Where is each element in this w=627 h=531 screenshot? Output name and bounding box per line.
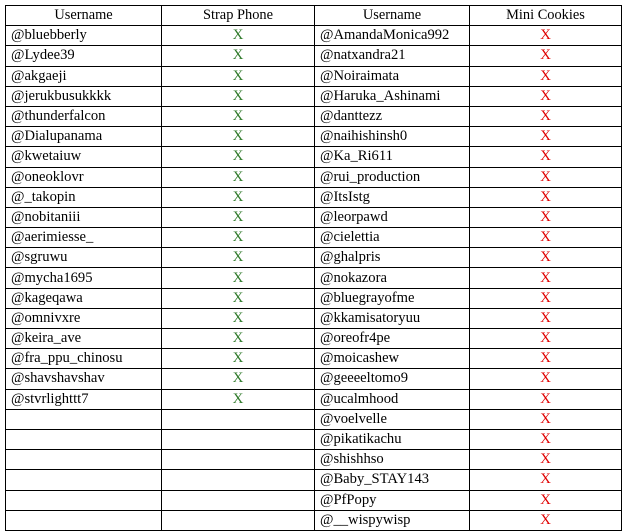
mini-cookies-mark: X — [470, 207, 622, 227]
cookie-username-cell: @moicashew — [315, 349, 470, 369]
table-row — [6, 510, 622, 530]
mini-cookies-mark: X — [470, 389, 622, 409]
mini-cookies-mark: X — [470, 26, 622, 46]
cookie-username-cell: @cielettia — [315, 228, 470, 248]
table-row — [6, 228, 622, 248]
strap-phone-mark — [162, 450, 315, 470]
strap-phone-mark: X — [162, 369, 315, 389]
strap-phone-mark — [162, 409, 315, 429]
strap-username-cell — [6, 450, 162, 470]
strap-username-cell: @Lydee39 — [6, 46, 162, 66]
strap-phone-mark: X — [162, 66, 315, 86]
mini-cookies-mark: X — [470, 409, 622, 429]
cookie-username-cell: @ItsIstg — [315, 187, 470, 207]
cookie-username-cell: @Ka_Ri611 — [315, 147, 470, 167]
cookie-username-cell: @naihishinsh0 — [315, 127, 470, 147]
cookie-username-cell: @ghalpris — [315, 248, 470, 268]
mini-cookies-mark: X — [470, 510, 622, 530]
cookie-username-cell: @oreofr4pe — [315, 329, 470, 349]
cookie-username-cell: @rui_production — [315, 167, 470, 187]
table-row — [6, 308, 622, 328]
mini-cookies-mark: X — [470, 268, 622, 288]
strap-phone-mark: X — [162, 26, 315, 46]
strap-phone-mark: X — [162, 268, 315, 288]
table-row — [6, 147, 622, 167]
table-row — [6, 329, 622, 349]
mini-cookies-mark: X — [470, 106, 622, 126]
table-row — [6, 409, 622, 429]
strap-username-cell: @akgaeji — [6, 66, 162, 86]
strap-phone-mark: X — [162, 228, 315, 248]
mini-cookies-mark: X — [470, 248, 622, 268]
mini-cookies-mark: X — [470, 429, 622, 449]
cookie-username-cell: @natxandra21 — [315, 46, 470, 66]
strap-phone-mark: X — [162, 127, 315, 147]
mini-cookies-mark: X — [470, 66, 622, 86]
strap-phone-mark — [162, 510, 315, 530]
cookie-username-cell: @__wispywisp — [315, 510, 470, 530]
table-row — [6, 66, 622, 86]
strap-username-cell — [6, 470, 162, 490]
mini-cookies-mark: X — [470, 288, 622, 308]
cookie-username-cell: @nokazora — [315, 268, 470, 288]
strap-phone-mark: X — [162, 288, 315, 308]
cookie-username-cell: @bluegrayofme — [315, 288, 470, 308]
mini-cookies-mark: X — [470, 450, 622, 470]
strap-username-cell: @Dialupanama — [6, 127, 162, 147]
strap-username-cell: @kageqawa — [6, 288, 162, 308]
cookie-username-cell: @Noiraimata — [315, 66, 470, 86]
cookie-username-cell: @Haruka_Ashinami — [315, 86, 470, 106]
table-row — [6, 490, 622, 510]
strap-phone-mark: X — [162, 248, 315, 268]
strap-phone-mark: X — [162, 389, 315, 409]
strap-username-cell: @fra_ppu_chinosu — [6, 349, 162, 369]
strap-username-cell: @omnivxre — [6, 308, 162, 328]
mini-cookies-mark: X — [470, 127, 622, 147]
mini-cookies-mark: X — [470, 187, 622, 207]
mini-cookies-mark: X — [470, 46, 622, 66]
header-username-strap: Username — [6, 6, 162, 26]
strap-phone-mark: X — [162, 167, 315, 187]
mini-cookies-mark: X — [470, 470, 622, 490]
cookie-username-cell: @AmandaMonica992 — [315, 26, 470, 46]
mini-cookies-mark: X — [470, 369, 622, 389]
table-row — [6, 450, 622, 470]
cookie-username-cell: @leorpawd — [315, 207, 470, 227]
table-row — [6, 46, 622, 66]
cookie-username-cell: @geeeeltomo9 — [315, 369, 470, 389]
strap-username-cell — [6, 490, 162, 510]
table-row — [6, 127, 622, 147]
cookie-username-cell: @voelvelle — [315, 409, 470, 429]
table-row — [6, 470, 622, 490]
cookie-username-cell: @Baby_STAY143 — [315, 470, 470, 490]
mini-cookies-mark: X — [470, 228, 622, 248]
strap-phone-mark — [162, 470, 315, 490]
header-username-cookies: Username — [315, 6, 470, 26]
strap-username-cell: @sgruwu — [6, 248, 162, 268]
mini-cookies-mark: X — [470, 147, 622, 167]
order-table — [5, 5, 622, 531]
strap-username-cell: @keira_ave — [6, 329, 162, 349]
table-row — [6, 167, 622, 187]
table-row — [6, 429, 622, 449]
table-body — [6, 26, 622, 531]
strap-username-cell: @oneoklovr — [6, 167, 162, 187]
strap-phone-mark: X — [162, 187, 315, 207]
cookie-username-cell: @PfPopy — [315, 490, 470, 510]
strap-username-cell: @aerimiesse_ — [6, 228, 162, 248]
strap-username-cell: @thunderfalcon — [6, 106, 162, 126]
strap-phone-mark: X — [162, 86, 315, 106]
strap-username-cell: @jerukbusukkkk — [6, 86, 162, 106]
table-row — [6, 288, 622, 308]
table-row — [6, 86, 622, 106]
strap-username-cell: @shavshavshav — [6, 369, 162, 389]
strap-username-cell: @_takopin — [6, 187, 162, 207]
strap-username-cell: @bluebberly — [6, 26, 162, 46]
strap-username-cell — [6, 510, 162, 530]
header-row — [6, 6, 622, 26]
table-row — [6, 369, 622, 389]
strap-username-cell: @nobitaniii — [6, 207, 162, 227]
strap-phone-mark: X — [162, 349, 315, 369]
header-strap-phone: Strap Phone — [162, 6, 315, 26]
strap-username-cell: @kwetaiuw — [6, 147, 162, 167]
strap-phone-mark: X — [162, 106, 315, 126]
mini-cookies-mark: X — [470, 349, 622, 369]
strap-username-cell — [6, 429, 162, 449]
strap-phone-mark: X — [162, 46, 315, 66]
strap-phone-mark — [162, 490, 315, 510]
table-row — [6, 207, 622, 227]
header-mini-cookies: Mini Cookies — [470, 6, 622, 26]
strap-phone-mark: X — [162, 207, 315, 227]
mini-cookies-mark: X — [470, 329, 622, 349]
cookie-username-cell: @pikatikachu — [315, 429, 470, 449]
strap-username-cell: @mycha1695 — [6, 268, 162, 288]
table-row — [6, 26, 622, 46]
strap-username-cell: @stvrlighttt7 — [6, 389, 162, 409]
cookie-username-cell: @ucalmhood — [315, 389, 470, 409]
table-row — [6, 106, 622, 126]
strap-phone-mark: X — [162, 308, 315, 328]
table-row — [6, 349, 622, 369]
mini-cookies-mark: X — [470, 167, 622, 187]
mini-cookies-mark: X — [470, 86, 622, 106]
strap-phone-mark — [162, 429, 315, 449]
table-row — [6, 268, 622, 288]
mini-cookies-mark: X — [470, 308, 622, 328]
table-row — [6, 248, 622, 268]
cookie-username-cell: @shishhso — [315, 450, 470, 470]
table-row — [6, 187, 622, 207]
strap-phone-mark: X — [162, 147, 315, 167]
strap-phone-mark: X — [162, 329, 315, 349]
table-row — [6, 389, 622, 409]
mini-cookies-mark: X — [470, 490, 622, 510]
strap-username-cell — [6, 409, 162, 429]
cookie-username-cell: @kkamisatoryuu — [315, 308, 470, 328]
cookie-username-cell: @danttezz — [315, 106, 470, 126]
